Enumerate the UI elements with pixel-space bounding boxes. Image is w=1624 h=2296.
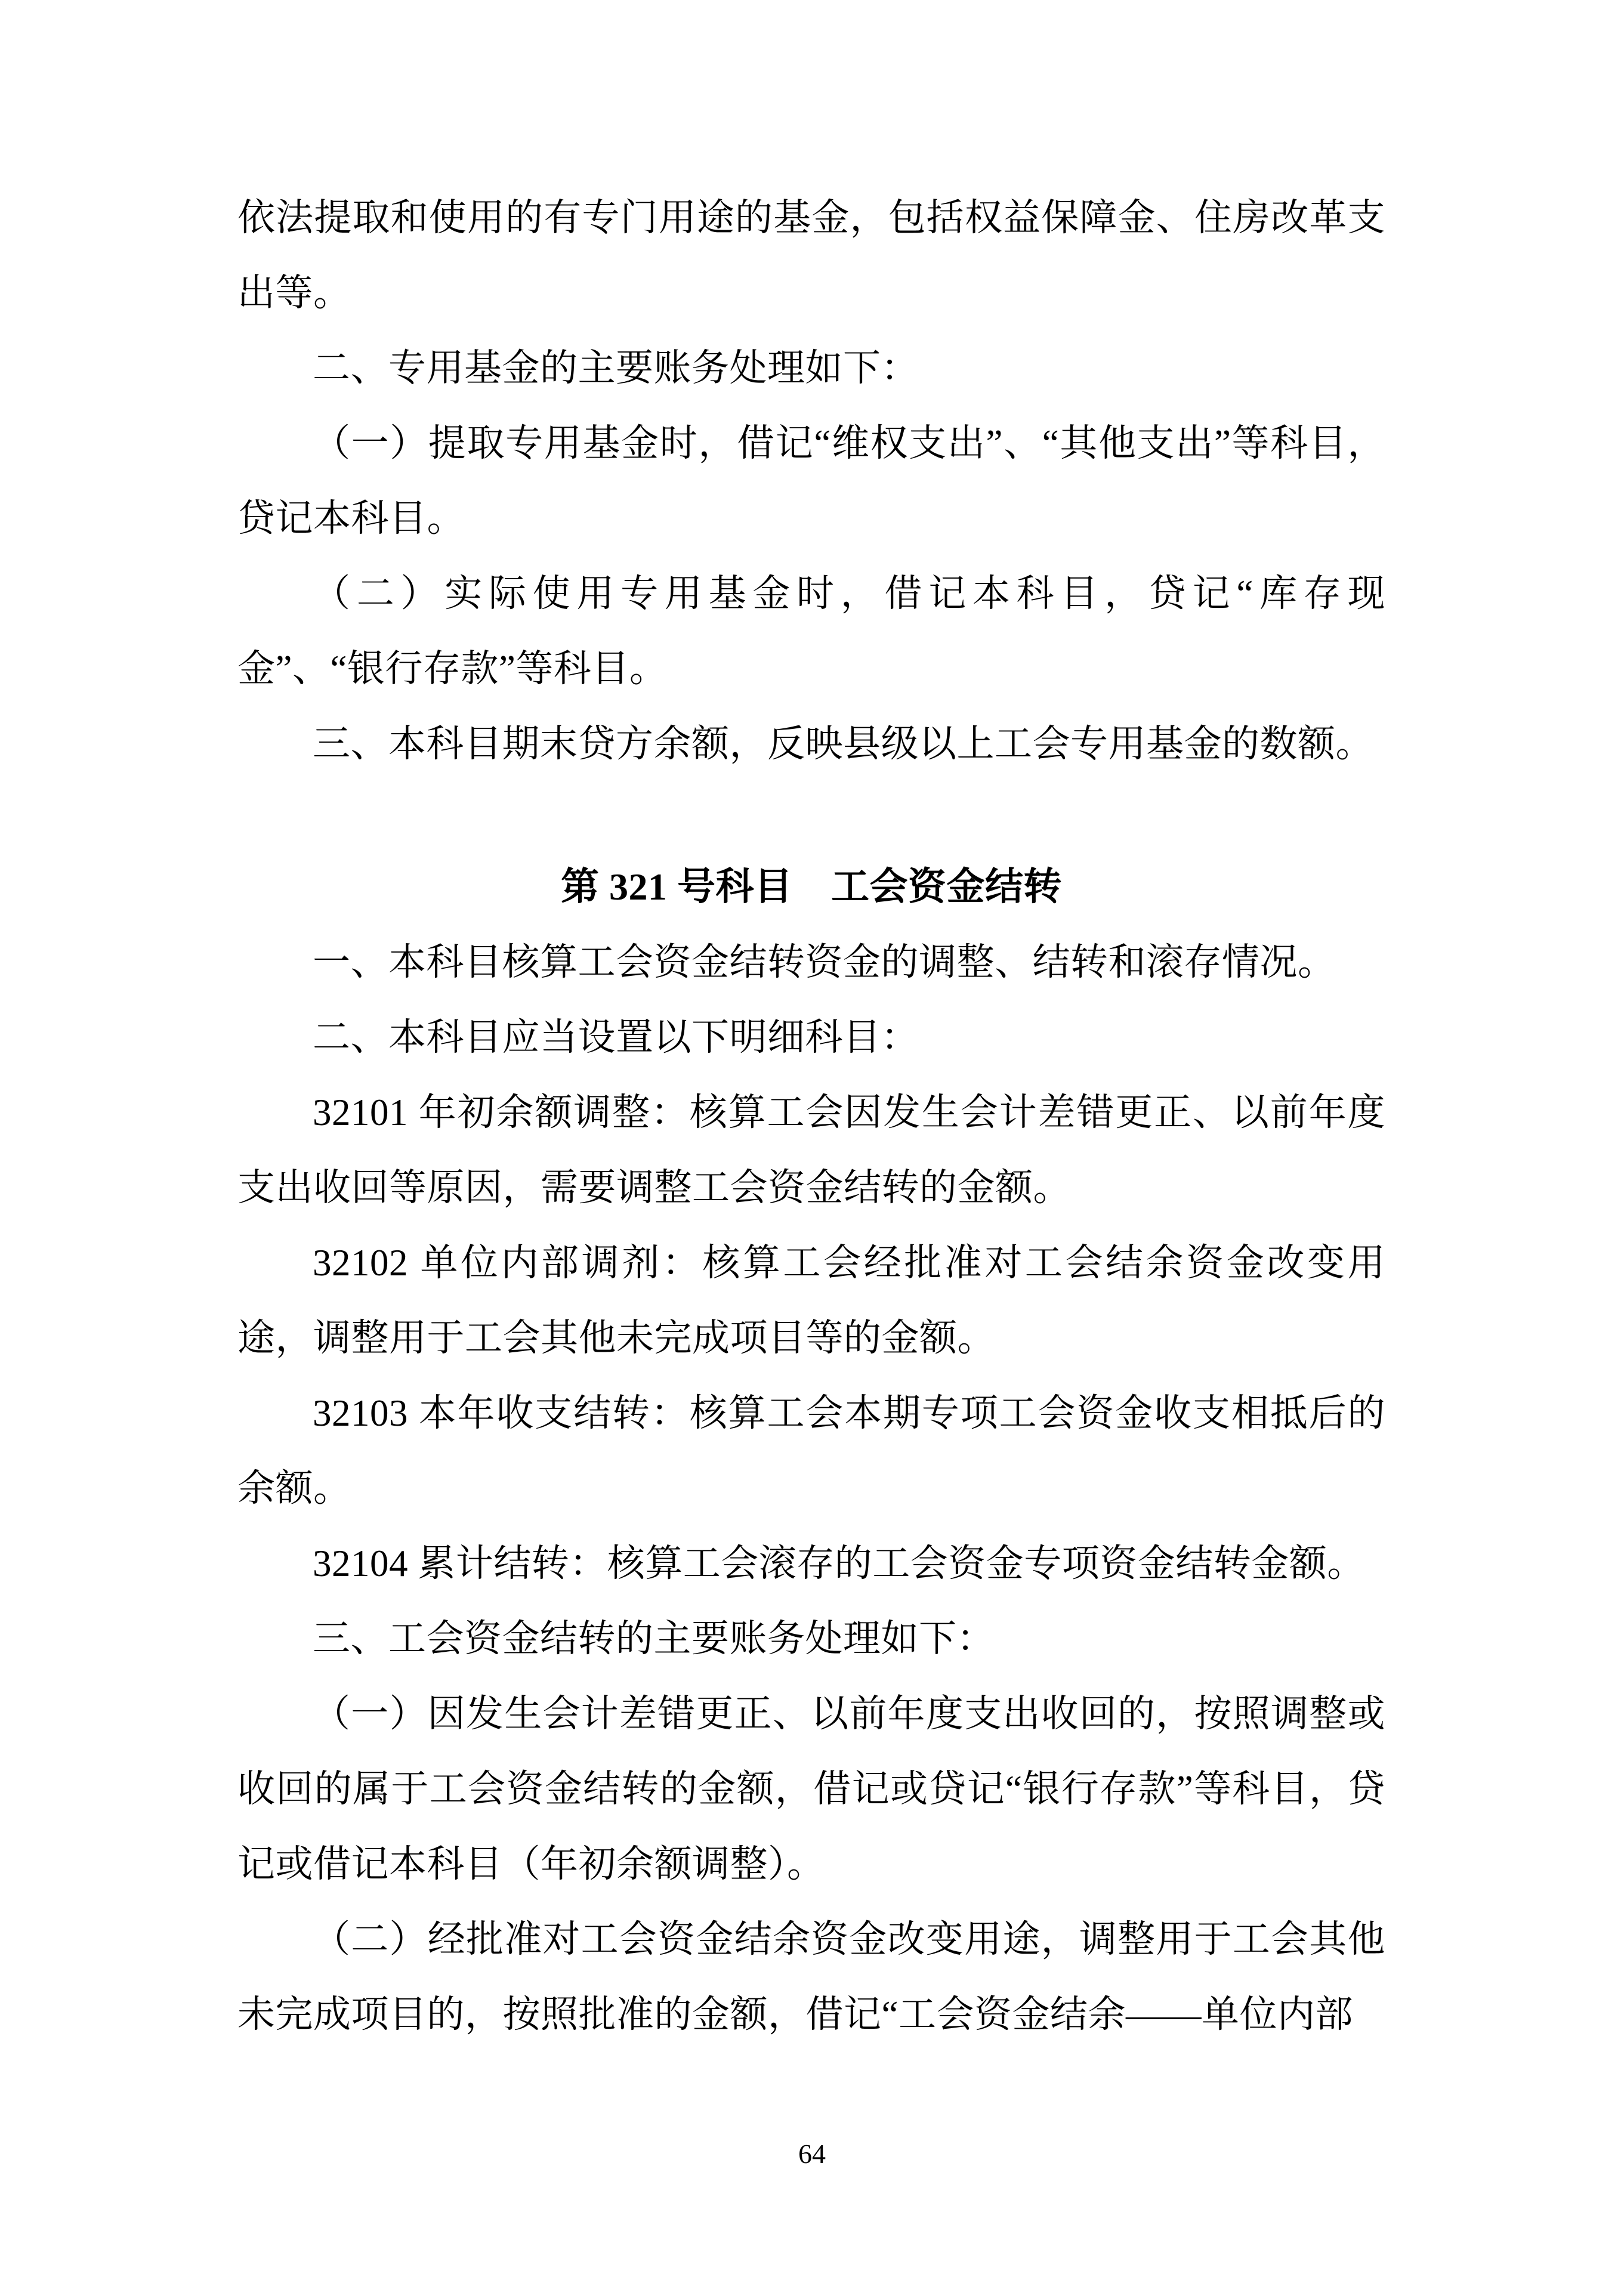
paragraph: 二、本科目应当设置以下明细科目： — [313, 1016, 919, 1058]
paragraph: 一、本科目核算工会资金结转资金的调整、结转和滚存情况。 — [313, 941, 1336, 983]
page-content — [237, 180, 1385, 2052]
section-heading: 第 321 号科目 工会资金结转 — [561, 866, 1062, 908]
paragraph: （一）因发生会计差错更正、以前年度支出收回的，按照调整或收回的属于工会资金结转的金额，借记或贷记“银行存款”等科目，贷记或借记本科目（年初余额调整）。 — [237, 1693, 1385, 1885]
page-number: 64 — [798, 2139, 826, 2169]
paragraph: （二）经批准对工会资金结余资金改变用途，调整用于工会其他未完成项目的，按照批准的金额，借记“工会资金结余——单位内部 — [237, 1918, 1385, 2035]
paragraph: （二）实际使用专用基金时，借记本科目，贷记“库存现金”、“银行存款”等科目。 — [237, 573, 1385, 690]
paragraph: 32104 累计结转：核算工会滚存的工会资金专项资金结转金额。 — [313, 1543, 1365, 1584]
paragraph: 三、本科目期末贷方余额，反映县级以上工会专用基金的数额。 — [313, 723, 1373, 765]
paragraph: （一）提取专用基金时，借记“维权支出”、“其他支出”等科目，贷记本科目。 — [237, 422, 1385, 539]
paragraph: 32103 本年收支结转：核算工会本期专项工会资金收支相抵后的余额。 — [237, 1392, 1385, 1509]
paragraph: 二、专用基金的主要账务处理如下： — [313, 347, 919, 389]
paragraph: 三、工会资金结转的主要账务处理如下： — [313, 1618, 995, 1660]
paragraph-continuation: 依法提取和使用的有专门用途的基金，包括权益保障金、住房改革支出等。 — [237, 197, 1385, 314]
paragraph: 32101 年初余额调整：核算工会因发生会计差错更正、以前年度支出收回等原因，需要调整工会资金结转的金额。 — [237, 1092, 1385, 1209]
paragraph: 32102 单位内部调剂：核算工会经批准对工会结余资金改变用途，调整用于工会其他未完成项目等的金额。 — [237, 1242, 1385, 1359]
